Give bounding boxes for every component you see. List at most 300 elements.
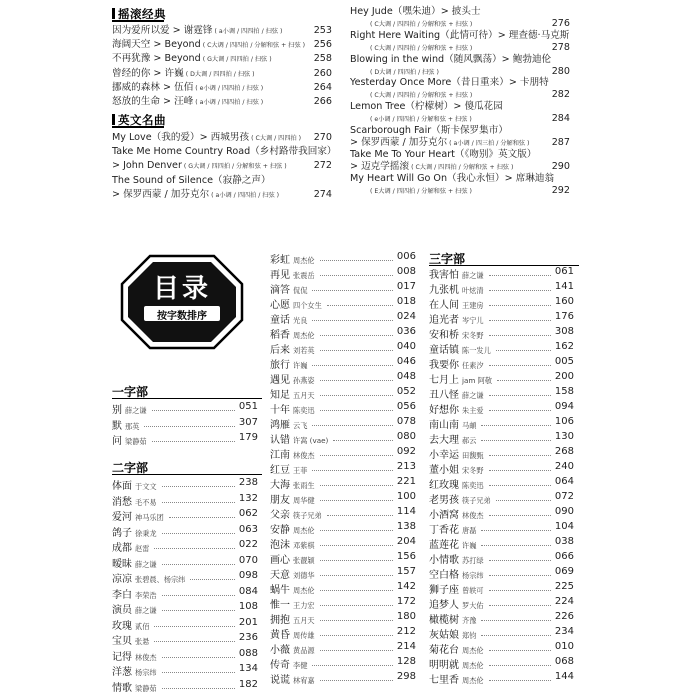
dotted-leader [312, 320, 393, 321]
page-number: 256 [313, 39, 332, 51]
page-number: 008 [396, 266, 416, 277]
page-number: 268 [554, 446, 574, 457]
page-number: 104 [554, 521, 574, 532]
song-title: 灰姑娘 [429, 630, 459, 641]
song-title: > 迈克学摇滚 [350, 160, 410, 172]
singer-name: 叶炫清 [462, 286, 484, 295]
song-title: 心愿 [270, 300, 290, 311]
dotted-leader [489, 680, 551, 681]
page-number: 064 [554, 476, 574, 487]
dotted-leader [162, 502, 235, 503]
page-number: 201 [238, 616, 258, 628]
dotted-leader [320, 350, 393, 351]
toc-row[interactable] [112, 617, 258, 634]
song-title: 宝贝 [112, 636, 132, 647]
category-heading-one-char [112, 383, 148, 400]
page-number: 084 [238, 585, 258, 597]
singer-name: 云飞 [293, 421, 308, 430]
page-number: 260 [313, 67, 332, 79]
page-number: 088 [238, 647, 258, 659]
singer-name: 田馥甄 [462, 451, 484, 460]
singer-name: 郑钧 [462, 631, 477, 640]
dotted-leader [489, 650, 551, 651]
page-number: 179 [238, 432, 258, 443]
page-number: 036 [396, 326, 416, 337]
song-title: The Sound of Silence（寂静之声） [112, 174, 271, 186]
category-heading-three-char [429, 250, 465, 267]
singer-name: 贰佰 [135, 621, 150, 631]
song-title: 鸽子 [112, 527, 132, 539]
category-heading-two-char [112, 459, 148, 476]
singer-name: 邓紫棋 [293, 541, 315, 550]
section-title: 英文名曲 [118, 113, 166, 127]
list-item[interactable] [112, 38, 332, 52]
singer-name: 林俊杰 [135, 652, 157, 662]
list-item[interactable] [112, 52, 332, 66]
toc-row[interactable] [112, 493, 258, 510]
toc-row[interactable] [270, 671, 416, 688]
song-title: 安静 [270, 525, 290, 536]
dotted-leader [489, 560, 551, 561]
dotted-leader [481, 530, 551, 531]
song-title: 鸿雁 [270, 420, 290, 431]
page-number: 114 [396, 506, 416, 517]
song-title: 旅行 [270, 360, 290, 371]
song-title: 丁香花 [429, 525, 459, 536]
page-number: 070 [238, 554, 258, 566]
page-number: 212 [396, 626, 416, 637]
singer-name: 神马乐团 [135, 513, 164, 522]
table-of-contents-badge [120, 254, 244, 350]
singer-name: 周华健 [293, 496, 315, 505]
song-title: Blowing in the wind（随风飘荡）> 鲍勃迪伦 [350, 53, 552, 65]
toc-row[interactable] [112, 570, 258, 587]
page-number: 214 [396, 641, 416, 652]
song-title: 再见 [270, 270, 290, 281]
dotted-leader [489, 665, 551, 666]
dotted-leader [320, 395, 393, 396]
singer-name: 五月天 [293, 391, 315, 400]
dotted-leader [489, 365, 551, 366]
list-item[interactable] [112, 24, 332, 38]
singer-name: 那英 [125, 421, 140, 431]
dotted-leader [152, 441, 235, 442]
song-title: Take Me To Your Heart（《吻别》英文版） [350, 148, 537, 160]
song-title: 洋葱 [112, 667, 132, 678]
toc-row[interactable] [112, 663, 258, 680]
singer-name: 张悬 [135, 637, 150, 646]
song-key-note: ( C大调 / 四四拍 / 分解和弦 + 扫弦 ) [370, 92, 473, 100]
song-key-note: ( a小调 / 四三拍 / 分解和弦 ) [449, 139, 530, 147]
song-title: 凉凉 [112, 574, 132, 585]
song-title: 小情歌 [429, 555, 459, 566]
singer-name: 赵雷 [135, 544, 150, 553]
singer-name: 陈一发儿 [462, 346, 491, 355]
song-key-note: ( G大调 / 四四拍 / 分解和弦 + 扫弦 ) [183, 163, 287, 171]
toc-row[interactable] [112, 632, 258, 649]
toc-row[interactable] [112, 555, 258, 572]
dotted-leader [489, 485, 551, 486]
dotted-leader [320, 260, 393, 261]
singer-name: 许巍 [462, 541, 477, 550]
dotted-leader [481, 425, 551, 426]
song-title: Take Me Home Country Road（乡村路带我回家） [112, 146, 337, 158]
dotted-leader [489, 605, 551, 606]
page-number: 051 [238, 401, 258, 412]
page-number: 068 [554, 656, 574, 667]
dotted-leader [312, 665, 393, 666]
song-title: 我害怕 [429, 270, 459, 281]
dotted-leader [489, 455, 551, 456]
song-title: 传奇 [270, 660, 290, 671]
song-title: 后来 [270, 345, 290, 356]
song-title: 南山南 [429, 420, 459, 431]
singer-name: 薛之谦 [125, 406, 147, 415]
category-title: 三字部 [429, 252, 466, 266]
toc-row[interactable] [112, 477, 258, 494]
song-title: 菊花台 [429, 645, 459, 656]
singer-name: 许巍 [293, 361, 308, 370]
song-title: Yesterday Once More（昔日重来）> 卡朋特 [350, 77, 549, 89]
singer-name: 毛不易 [135, 497, 157, 507]
page-number: 134 [238, 663, 258, 674]
page-number: 090 [554, 506, 574, 517]
singer-name: 薛之谦 [135, 606, 157, 615]
toc-row[interactable] [112, 648, 258, 665]
page-number: 138 [396, 521, 416, 532]
page-number: 204 [396, 536, 416, 547]
page-number: 094 [554, 401, 574, 412]
list-item[interactable] [112, 174, 332, 187]
dotted-leader [327, 305, 393, 306]
song-key-note: ( C大调 / 四四拍 / 分解和弦 + 扫弦 ) [202, 42, 306, 50]
page-number: 018 [396, 296, 416, 307]
toc-row[interactable] [112, 417, 258, 434]
song-title: 追光者 [429, 315, 459, 326]
dotted-leader [320, 275, 393, 276]
song-title: 追梦人 [429, 600, 459, 611]
page-number: 022 [238, 539, 258, 550]
dotted-leader [190, 579, 235, 580]
singer-name: 筷子兄弟 [293, 511, 322, 520]
page-number: 290 [551, 160, 570, 172]
dotted-leader [489, 275, 551, 276]
page-number: 006 [396, 251, 416, 262]
singer-name: 周杰伦 [293, 586, 315, 595]
song-title: 十年 [270, 405, 290, 416]
singer-name: 杨宗纬 [135, 668, 157, 677]
page-number: 142 [396, 581, 416, 592]
song-title: Lemon Tree（柠檬树）> 傻瓜花园 [350, 101, 503, 113]
page-number: 052 [396, 386, 416, 397]
page-number: 176 [554, 311, 574, 322]
dotted-leader [162, 564, 235, 565]
dotted-leader [320, 590, 393, 591]
song-key-note: ( e小调 / 四四拍 / 分解和弦 + 扫弦 ) [370, 116, 472, 124]
song-title: 稻香 [270, 330, 290, 341]
song-title: 演员 [112, 605, 132, 616]
dotted-leader [312, 290, 393, 291]
page-number: 048 [396, 371, 416, 382]
list-item[interactable] [112, 67, 332, 81]
song-title: 蓝莲花 [429, 540, 459, 551]
song-title: 不再犹豫 > Beyond [112, 53, 201, 65]
singer-name: 苏打绿 [462, 556, 484, 565]
page-number: 100 [396, 491, 416, 502]
dotted-leader [489, 320, 551, 321]
singer-name: jam 阿敬 [462, 376, 493, 385]
song-title: 江南 [270, 450, 290, 461]
heading-bar-decoration [112, 8, 115, 19]
toc-row[interactable] [112, 401, 258, 418]
toc-row[interactable] [112, 601, 258, 618]
song-key-note: ( D大调 / 四四拍 / 扫弦 ) [185, 70, 255, 78]
singer-name: 薛之谦 [135, 559, 157, 569]
page-number: 221 [396, 476, 416, 487]
list-item[interactable] [112, 159, 332, 173]
song-title: 因为爱所以爱 > 谢霆锋 [112, 25, 213, 36]
song-title: 父亲 [270, 510, 290, 521]
dotted-leader [152, 410, 235, 411]
song-key-note: ( C大调 / 四四拍 / 分解和弦 + 扫弦 ) [411, 163, 514, 171]
page-number: 308 [554, 326, 574, 337]
singer-name: 杨宗纬 [462, 571, 484, 580]
song-title: 童话 [270, 315, 290, 326]
page-number: 024 [396, 311, 416, 322]
singer-name: 刘若英 [293, 346, 315, 355]
singer-name: 徐秉龙 [135, 528, 157, 538]
singer-name: 唐磊 [462, 526, 477, 535]
page-number: 298 [396, 671, 416, 682]
page-number: 046 [396, 356, 416, 367]
page-number: 238 [238, 477, 258, 488]
dotted-leader [320, 545, 393, 546]
singer-name: 五月天 [293, 616, 315, 625]
list-item[interactable] [112, 81, 332, 95]
dotted-leader [162, 486, 235, 487]
badge-title: 目录 [152, 274, 211, 304]
singer-name: 侃侃 [293, 286, 308, 295]
dotted-leader [333, 440, 393, 441]
list-item[interactable] [112, 131, 332, 145]
singer-name: 王建房 [462, 301, 484, 310]
page-number: 132 [238, 492, 258, 504]
song-title: 董小姐 [429, 465, 459, 476]
singer-name: 张靓颖 [293, 556, 315, 565]
song-title: 天意 [270, 570, 290, 581]
song-title: 狮子座 [429, 585, 459, 596]
singer-name: 陈奕迅 [462, 481, 484, 490]
song-title: 去大理 [429, 435, 459, 446]
dotted-leader [154, 548, 235, 549]
section-heading-english [112, 112, 330, 128]
song-title: My Heart Will Go On（我心永恒）> 席琳迪翁 [350, 172, 555, 184]
song-title: 暧昧 [112, 558, 132, 570]
page-number: 157 [396, 566, 416, 577]
singer-name: 黄品源 [293, 646, 315, 655]
dotted-leader [327, 515, 393, 516]
page-number: 098 [238, 570, 258, 581]
section-heading-rock [112, 6, 330, 22]
page-number: 141 [554, 281, 574, 292]
dotted-leader [320, 575, 393, 576]
song-title: 大海 [270, 480, 290, 491]
song-title: 默 [112, 420, 122, 432]
song-title: 在人间 [429, 300, 459, 311]
dotted-leader [312, 470, 393, 471]
page-number: 162 [554, 341, 574, 352]
singer-name: 林宥嘉 [293, 676, 315, 685]
song-title: 爱河 [112, 512, 132, 523]
singer-name: 周杰伦 [462, 661, 484, 670]
dotted-leader [489, 305, 551, 306]
list-item[interactable] [112, 95, 332, 109]
dotted-leader [320, 680, 393, 681]
singer-name: 罗大佑 [462, 601, 484, 610]
singer-name: 周杰伦 [293, 256, 315, 265]
page-number: 274 [313, 188, 332, 200]
page-number: 005 [554, 356, 574, 367]
page-number: 307 [238, 416, 258, 428]
page-number: 108 [238, 601, 258, 612]
dotted-leader [162, 688, 235, 689]
toc-row[interactable] [112, 679, 258, 696]
dotted-leader [489, 395, 551, 396]
page-number: 063 [238, 523, 258, 535]
page-number: 253 [313, 25, 332, 36]
singer-name: 周杰伦 [462, 646, 484, 655]
singer-name: 筷子兄弟 [462, 496, 491, 505]
dotted-leader [320, 500, 393, 501]
dotted-leader [489, 590, 551, 591]
page-number: 182 [238, 678, 258, 690]
singer-name: 四个女生 [293, 301, 322, 310]
toc-row[interactable] [112, 508, 258, 525]
song-title: 画心 [270, 555, 290, 566]
section-title: 摇滚经典 [118, 7, 166, 21]
song-title: > 保罗西蒙 / 加芬克尔 [350, 136, 448, 148]
song-title: 问 [112, 436, 122, 447]
page-number: 287 [551, 136, 570, 148]
page-number: 180 [396, 611, 416, 622]
song-title: 消愁 [112, 496, 132, 508]
dotted-leader [320, 380, 393, 381]
dotted-leader [162, 610, 235, 611]
dotted-leader [320, 620, 393, 621]
dotted-leader [489, 335, 551, 336]
dotted-leader [489, 575, 551, 576]
page-number: 224 [554, 596, 574, 607]
toc-row[interactable] [112, 539, 258, 556]
song-title: My Love（我的爱）> 西城男孩 [112, 132, 250, 143]
song-title: 说谎 [270, 675, 290, 686]
list-item[interactable] [350, 184, 570, 198]
page-number: 106 [554, 416, 574, 427]
heading-underline [112, 126, 164, 128]
song-title: 情歌 [112, 682, 132, 694]
heading-underline [112, 20, 164, 22]
dotted-leader [320, 650, 393, 651]
page-number: 292 [551, 184, 570, 196]
song-title: 挪威的森林 > 伍佰 [112, 81, 194, 93]
song-title: 九张机 [429, 285, 459, 296]
list-item[interactable] [112, 145, 337, 158]
song-title: 遇见 [270, 375, 290, 386]
page-number: 040 [396, 341, 416, 352]
toc-row[interactable] [112, 524, 258, 541]
song-title: 泡沫 [270, 540, 290, 551]
song-title: 空白格 [429, 570, 459, 581]
song-title: 拥抱 [270, 615, 290, 626]
dotted-leader [496, 500, 551, 501]
toc-row[interactable] [429, 671, 574, 688]
song-key-note: ( C大调 / 四四拍 / 分解和弦 + 扫弦 ) [370, 44, 473, 52]
singer-name: 周杰伦 [462, 676, 484, 685]
song-title: 认错 [270, 435, 290, 446]
singer-name: 曾轶可 [462, 586, 484, 595]
song-key-note: ( D大调 / 四四拍 / 扫弦 ) [370, 68, 439, 76]
category-underline [112, 474, 262, 475]
page-number: 017 [396, 281, 416, 292]
page-number: 156 [396, 551, 416, 562]
dotted-leader [481, 620, 551, 621]
singer-name: 李荣浩 [135, 590, 157, 600]
page-number: 278 [551, 41, 570, 53]
singer-name: 齐豫 [462, 616, 477, 625]
singer-name: 于文文 [135, 482, 157, 491]
toc-row[interactable] [112, 586, 258, 603]
page-number: 066 [554, 551, 574, 562]
singer-name: 李健 [293, 661, 308, 670]
singer-name: 孙燕姿 [293, 376, 315, 385]
song-title: 安和桥 [429, 330, 459, 341]
song-title: 记得 [112, 651, 132, 663]
singer-name: 宋冬野 [462, 331, 484, 340]
singer-name: 张震岳 [293, 271, 315, 280]
page-number: 130 [554, 431, 574, 442]
dotted-leader [162, 657, 235, 658]
song-title: 童话镇 [429, 345, 459, 356]
page-number: 072 [554, 491, 574, 502]
dotted-leader [154, 641, 235, 642]
dotted-leader [320, 530, 393, 531]
page-number: 270 [313, 132, 332, 143]
page-number: 240 [554, 461, 574, 472]
song-title: 七里香 [429, 675, 459, 686]
song-title: > John Denver [112, 160, 182, 172]
song-key-note: ( a小调 / 四四拍 / 扫弦 ) [195, 99, 264, 106]
song-title: 小幸运 [429, 450, 459, 461]
category-title: 二字部 [112, 461, 149, 475]
dotted-leader [481, 635, 551, 636]
song-key-note: ( E大调 / 四四拍 / 分解和弦 + 扫弦 ) [370, 187, 472, 195]
page-number: 258 [313, 53, 332, 65]
page-number: 226 [554, 611, 574, 622]
song-title: 体面 [112, 481, 132, 492]
toc-row[interactable] [112, 432, 258, 449]
singer-name: 梁静茹 [135, 683, 157, 693]
page-number: 158 [554, 386, 574, 397]
list-item[interactable] [112, 188, 332, 202]
page-number: 276 [551, 17, 570, 29]
song-title: 海阔天空 > Beyond [112, 39, 201, 51]
song-title: 小薇 [270, 645, 290, 656]
song-title: 成都 [112, 543, 132, 554]
page-number: 038 [554, 536, 574, 547]
page-number: 172 [396, 596, 416, 607]
dotted-leader [162, 595, 235, 596]
heading-bar-decoration [112, 114, 115, 125]
